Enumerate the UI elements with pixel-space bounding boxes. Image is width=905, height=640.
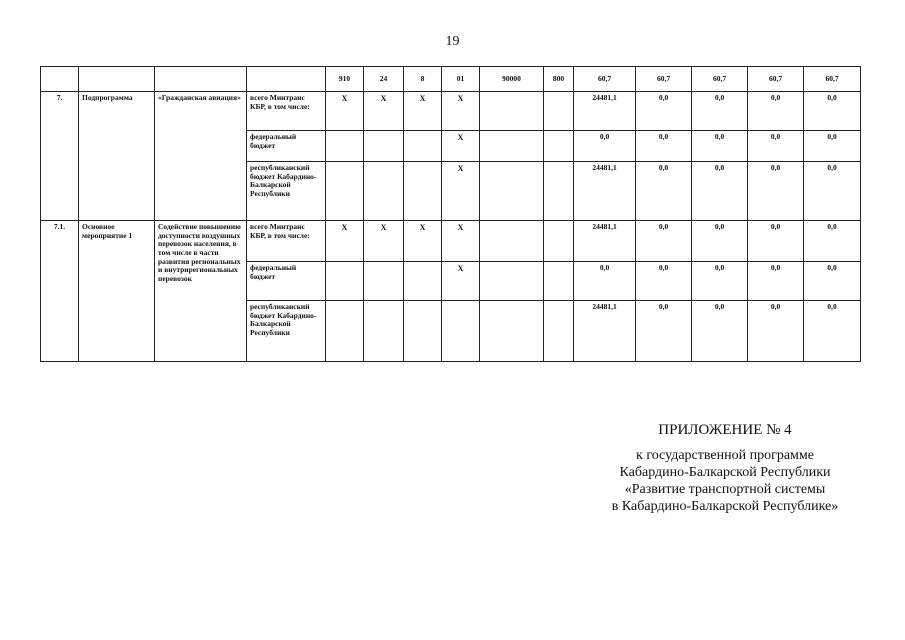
header-cell: 60,7 — [748, 67, 804, 92]
code-cell: Х — [442, 221, 480, 262]
value-cell: 24481,1 — [574, 301, 636, 362]
value-cell: 0,0 — [574, 131, 636, 162]
value-cell: 0,0 — [636, 221, 692, 262]
row-number: 7.1. — [41, 221, 79, 362]
value-cell: 0,0 — [692, 221, 748, 262]
code-cell — [326, 262, 364, 301]
code-cell — [442, 301, 480, 362]
code-cell: Х — [326, 221, 364, 262]
value-cell: 24481,1 — [574, 162, 636, 221]
funding-source: всего Минтранс КБР, в том числе: — [247, 92, 326, 131]
code-cell — [480, 301, 544, 362]
code-cell — [480, 131, 544, 162]
value-cell: 0,0 — [748, 301, 804, 362]
code-cell: Х — [442, 92, 480, 131]
code-cell — [544, 162, 574, 221]
header-cell: 90000 — [480, 67, 544, 92]
value-cell: 0,0 — [748, 221, 804, 262]
code-cell — [326, 162, 364, 221]
header-cell: 60,7 — [636, 67, 692, 92]
value-cell: 0,0 — [804, 262, 861, 301]
value-cell: 0,0 — [748, 162, 804, 221]
value-cell: 0,0 — [748, 262, 804, 301]
header-cell — [41, 67, 79, 92]
appendix-block — [560, 422, 890, 515]
header-cell: 800 — [544, 67, 574, 92]
table-row — [41, 221, 861, 262]
funding-source: республиканский бюджет Кабардино-Балкарской Республики — [247, 162, 326, 221]
code-cell — [364, 262, 404, 301]
value-cell: 0,0 — [804, 92, 861, 131]
header-cell — [155, 67, 247, 92]
value-cell: 0,0 — [804, 301, 861, 362]
code-cell — [404, 162, 442, 221]
code-cell: Х — [404, 92, 442, 131]
code-cell — [544, 221, 574, 262]
value-cell: 0,0 — [804, 131, 861, 162]
table-header-row — [41, 67, 861, 92]
value-cell: 24481,1 — [574, 92, 636, 131]
value-cell: 0,0 — [804, 221, 861, 262]
code-cell — [544, 262, 574, 301]
value-cell: 24481,1 — [574, 221, 636, 262]
code-cell — [480, 221, 544, 262]
header-cell: 60,7 — [574, 67, 636, 92]
code-cell — [404, 301, 442, 362]
code-cell — [364, 131, 404, 162]
value-cell: 0,0 — [574, 262, 636, 301]
budget-table — [40, 66, 861, 362]
row-number: 7. — [41, 92, 79, 221]
code-cell — [404, 262, 442, 301]
value-cell: 0,0 — [692, 262, 748, 301]
value-cell: 0,0 — [748, 131, 804, 162]
code-cell: Х — [364, 221, 404, 262]
table-row — [41, 92, 861, 131]
row-name: Содействие повышению доступности воздушных перевозок населения, в том числе в части развития региональных и внутрирегиональных перевозок — [155, 221, 247, 362]
code-cell — [364, 301, 404, 362]
code-cell — [480, 162, 544, 221]
header-cell: 8 — [404, 67, 442, 92]
code-cell: Х — [442, 162, 480, 221]
value-cell: 0,0 — [692, 162, 748, 221]
page-number: 19 — [445, 34, 460, 49]
header-cell — [247, 67, 326, 92]
code-cell — [544, 92, 574, 131]
appendix-line: «Развитие транспортной системы — [624, 482, 826, 497]
header-cell: 24 — [364, 67, 404, 92]
code-cell — [480, 262, 544, 301]
code-cell: Х — [364, 92, 404, 131]
funding-source: федеральный бюджет — [247, 131, 326, 162]
code-cell — [404, 131, 442, 162]
code-cell — [544, 301, 574, 362]
value-cell: 0,0 — [692, 131, 748, 162]
code-cell: Х — [442, 131, 480, 162]
header-cell — [79, 67, 155, 92]
value-cell: 0,0 — [804, 162, 861, 221]
code-cell — [544, 131, 574, 162]
row-status: Подпрограмма — [79, 92, 155, 221]
value-cell: 0,0 — [748, 92, 804, 131]
funding-source: всего Минтранс КБР, в том числе: — [247, 221, 326, 262]
header-cell: 01 — [442, 67, 480, 92]
header-cell: 910 — [326, 67, 364, 92]
value-cell: 0,0 — [692, 301, 748, 362]
appendix-line: Кабардино-Балкарской Республики — [619, 465, 831, 480]
funding-source: федеральный бюджет — [247, 262, 326, 301]
header-cell: 60,7 — [804, 67, 861, 92]
value-cell: 0,0 — [636, 162, 692, 221]
value-cell: 0,0 — [692, 92, 748, 131]
row-status: Основное мероприятие 1 — [79, 221, 155, 362]
code-cell — [326, 131, 364, 162]
header-cell: 60,7 — [692, 67, 748, 92]
funding-source: республиканский бюджет Кабардино-Балкарской Республики — [247, 301, 326, 362]
code-cell — [364, 162, 404, 221]
code-cell: Х — [326, 92, 364, 131]
code-cell: Х — [442, 262, 480, 301]
row-name: «Гражданская авиация» — [155, 92, 247, 221]
value-cell: 0,0 — [636, 131, 692, 162]
appendix-title: ПРИЛОЖЕНИЕ № 4 — [658, 422, 792, 438]
value-cell: 0,0 — [636, 301, 692, 362]
appendix-line: к государственной программе — [636, 448, 814, 463]
code-cell — [480, 92, 544, 131]
code-cell — [326, 301, 364, 362]
appendix-line: в Кабардино-Балкарской Республике» — [611, 499, 839, 514]
code-cell: Х — [404, 221, 442, 262]
value-cell: 0,0 — [636, 92, 692, 131]
value-cell: 0,0 — [636, 262, 692, 301]
